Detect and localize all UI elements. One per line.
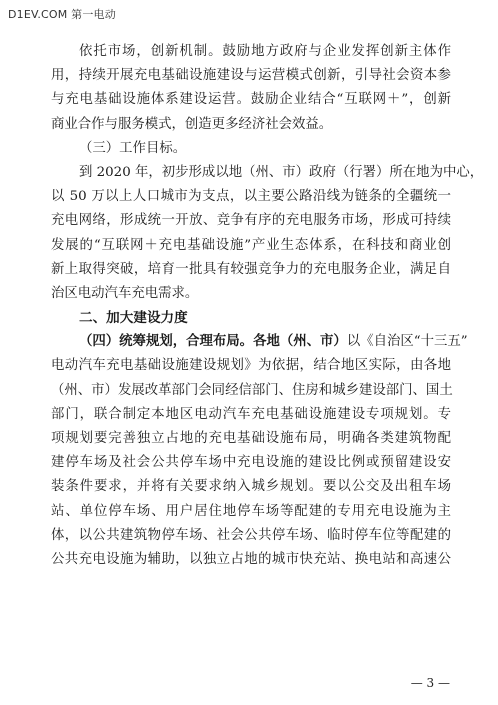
paragraph-line: 到 2020 年，初步形成以地（州、市）政府（行署）所在地为中心，	[79, 164, 484, 180]
paragraph-line: 与充电基础设施体系建设运营。鼓励企业结合“互联网＋”，创新	[51, 92, 451, 108]
paragraph-line	[51, 330, 468, 354]
paragraph-line: 体，以公共建筑物停车场、社会公共停车场、临时停车位等配建的	[51, 527, 451, 543]
paragraph-line: 电动汽车充电基础设施建设规划》为依据，结合地区实际，由各地	[51, 358, 451, 374]
paragraph-line: （州、市）发展改革部门会同经信部门、住房和城乡建设部门、国土	[51, 382, 453, 398]
paragraph-line: 以 50 万以上人口城市为支点，以主要公路沿线为链条的全疆统一	[51, 189, 451, 205]
bold-lead-in: （四）统筹规划，合理布局。各地（州、市）	[79, 334, 347, 350]
paragraph-line: 发展的“互联网＋充电基础设施”产业生态体系，在科技和商业创	[51, 237, 451, 253]
paragraph-line: 充电网络，形成统一开放、竞争有序的充电服务市场，形成可持续	[51, 213, 451, 229]
subsection-heading: （三）工作目标。	[79, 140, 187, 156]
paragraph-line: 公共充电设施为辅助，以独立占地的城市快充站、换电站和高速公	[51, 551, 451, 567]
paragraph-line: 治区电动汽车充电需求。	[51, 285, 199, 301]
paragraph-line: 依托市场，创新机制。鼓励地方政府与企业发挥创新主体作	[79, 44, 451, 59]
lead-continuation: 以《自治区“十三五”	[346, 334, 468, 350]
section-heading: 二、加大建设力度	[79, 310, 188, 327]
paragraph-line: 商业合作与服务模式，创造更多经济社会效益。	[51, 116, 333, 132]
page-number: — 3 —	[410, 676, 450, 690]
document-body	[51, 40, 484, 572]
paragraph-line: 项规划要完善独立占地的充电基础设施布局，明确各类建筑物配	[51, 431, 451, 446]
paragraph-line: 部门，联合制定本地区电动汽车充电基础设施建设专项规划。专	[51, 406, 451, 422]
site-watermark: D1EV.COM 第一电动	[8, 8, 116, 21]
paragraph-line: 站、单位停车场、用户居住地停车场等配建的专用充电设施为主	[51, 503, 451, 519]
paragraph-line: 建停车场及社会公共停车场中充电设施的建设比例或预留建设安	[51, 455, 451, 471]
paragraph-line: 用，持续开展充电基础设施建设与运营模式创新，引导社会资本参	[51, 68, 451, 84]
paragraph-line: 装条件要求，并将有关要求纳入城乡规划。要以公交及出租车场	[51, 479, 451, 495]
paragraph-line: 新上取得突破，培育一批具有较强竞争力的充电服务企业，满足自	[51, 261, 451, 277]
